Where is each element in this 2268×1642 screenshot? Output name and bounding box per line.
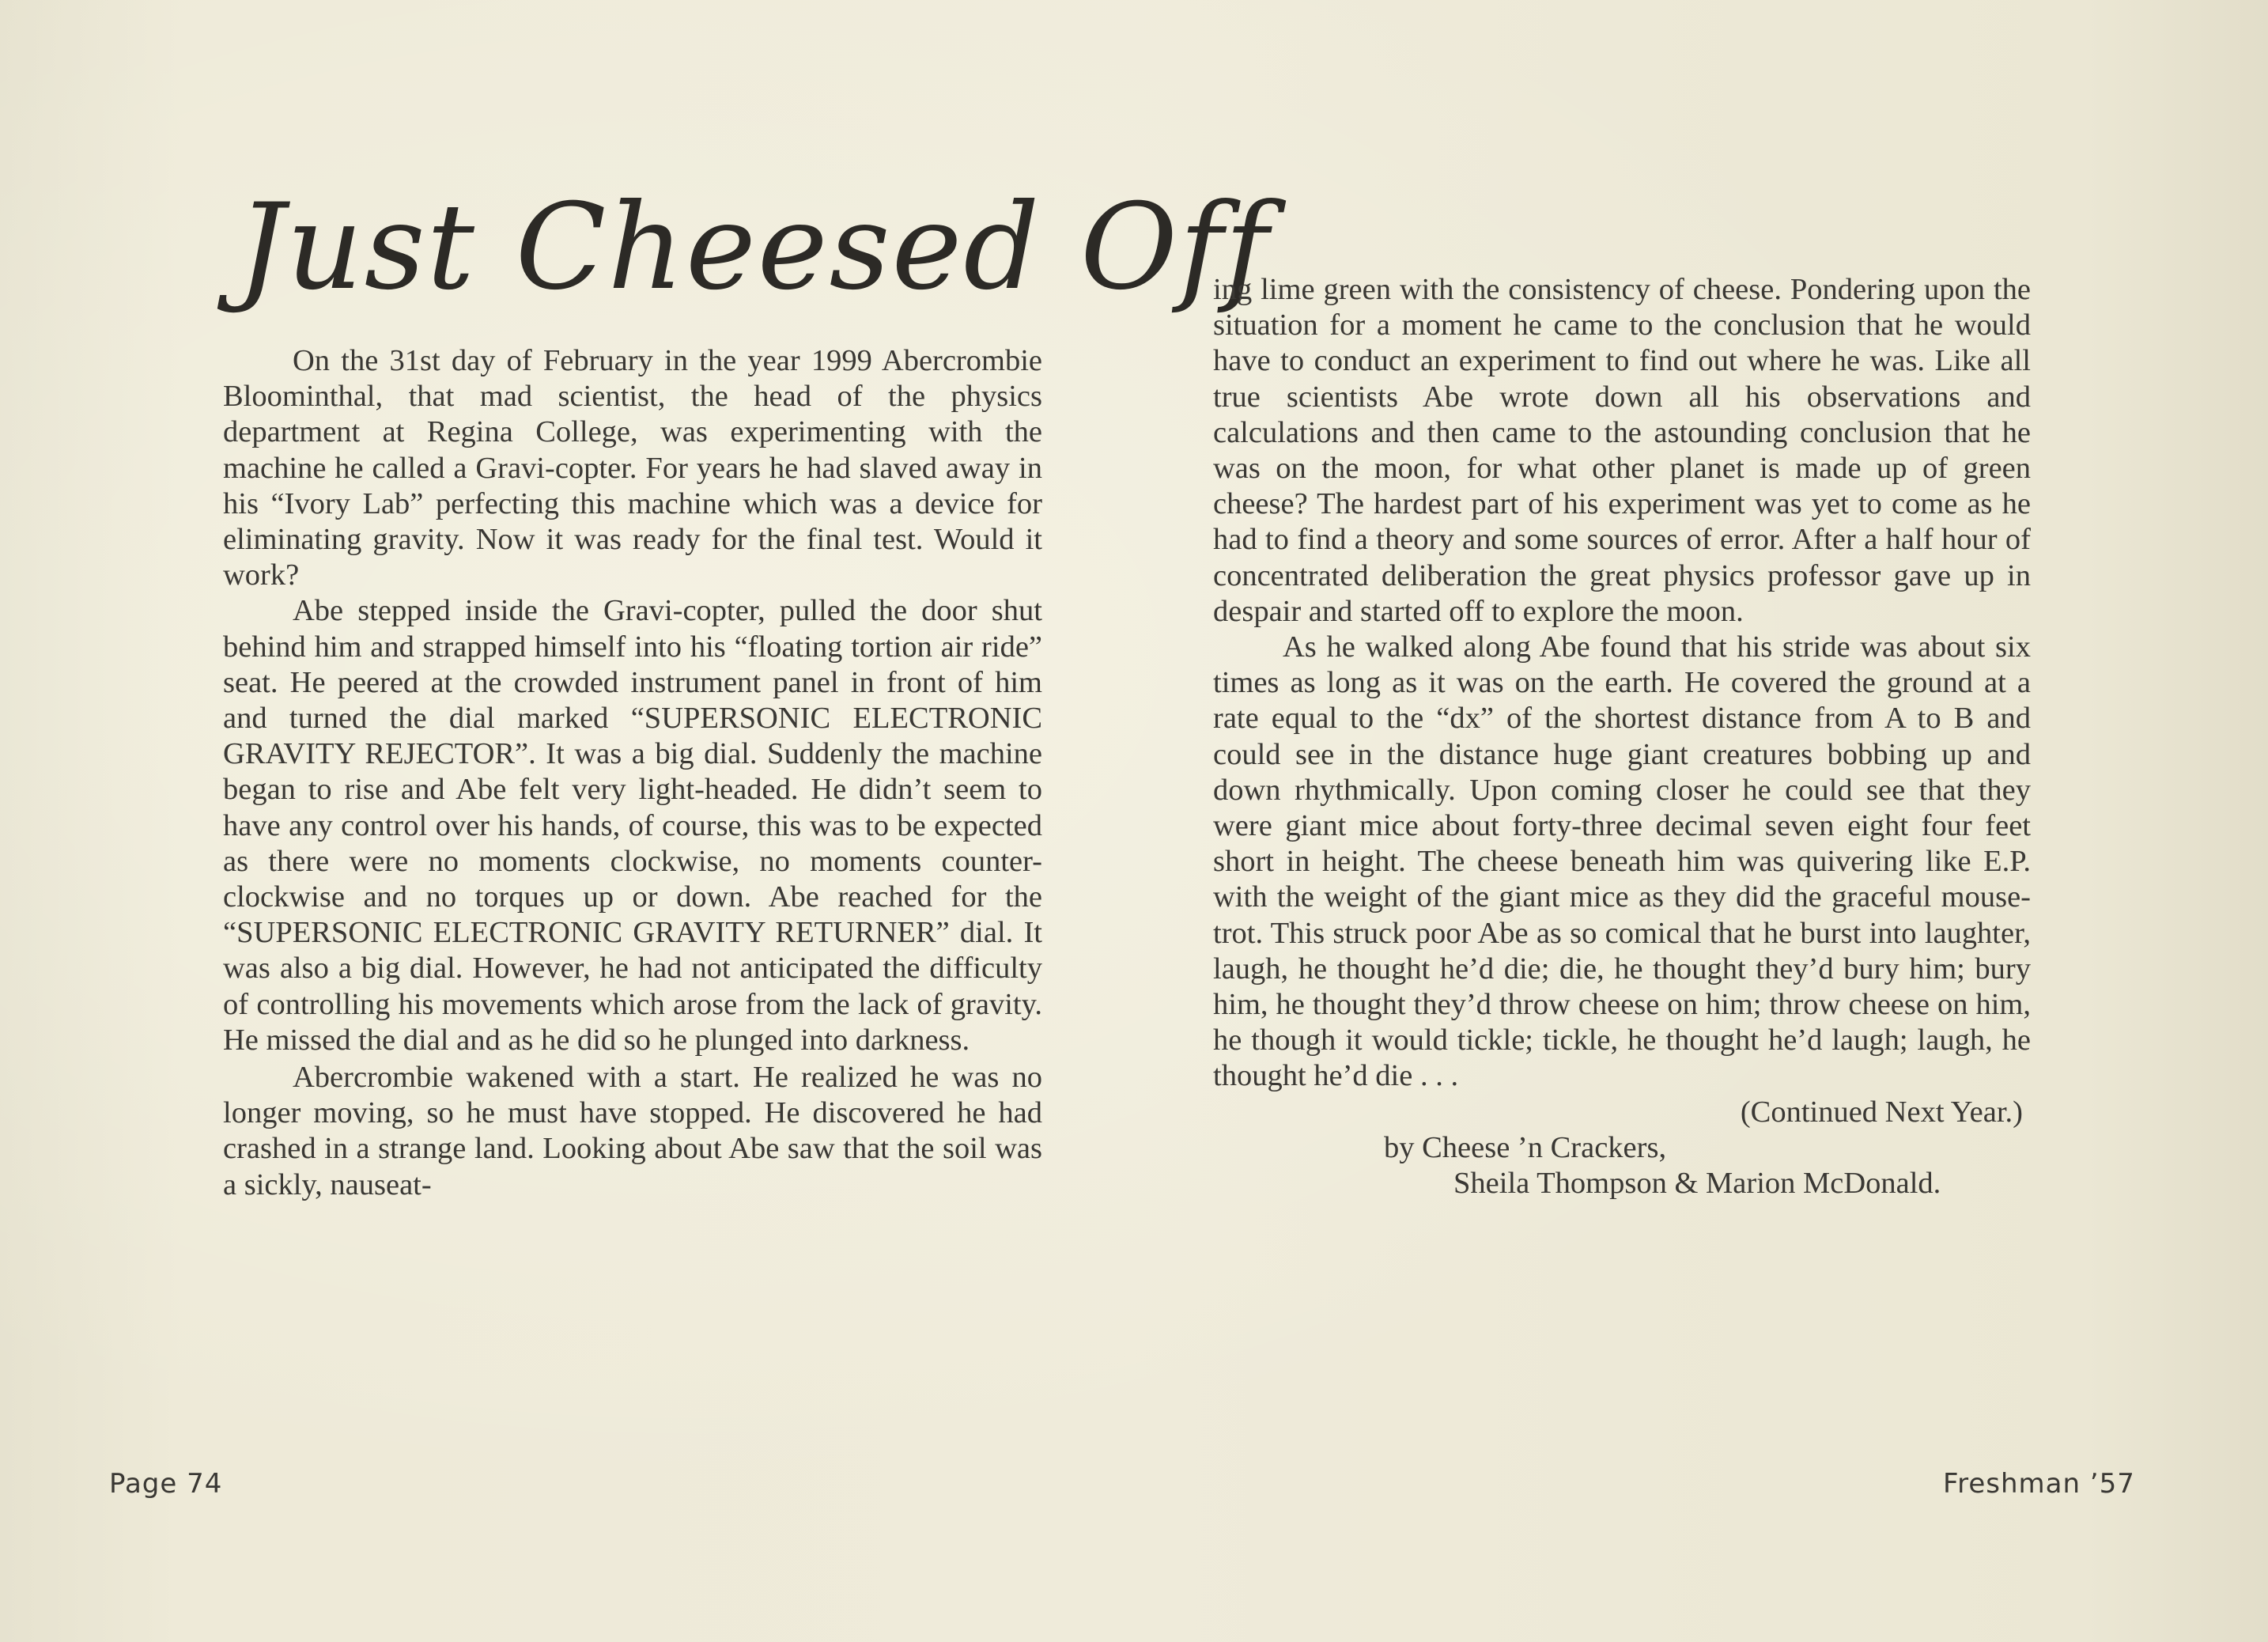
left-column xyxy=(223,343,1042,1203)
page-number: Page 74 xyxy=(109,1468,223,1500)
paragraph: Abe stepped inside the Gravi-copter, pulled the door shut behind him and strapped himself into his “floating tortion air ride” seat. He peered at the crowded instrument panel in front of him and turned the dial marked “SUPERSONIC ELECTRONIC GRAVITY REJECTOR”. It was a big dial. Suddenly the machine began to rise and Abe felt very light-headed. He didn’t seem to have any control over his hands, of course, this was to be expected as there were no moments clockwise, no moments counter-clockwise and no torques up or down. Abe reached for the “SUPERSONIC ELECTRONIC GRAVITY RETURNER” dial. It was also a big dial. However, he had not anticipated the difficulty of controlling his movements which arose from the lack of gravity. He missed the dial and as he did so he plunged into darkness. xyxy=(223,594,1042,1057)
author-names: Sheila Thompson & Marion McDonald. xyxy=(1453,1167,1941,1201)
continued-note: (Continued Next Year.) xyxy=(1740,1095,2023,1129)
paragraph: On the 31st day of February in the year 1999 Abercrombie Bloominthal, that mad scientist, the head of the physics department at Regina College, was experimenting with the machine he called a Gravi-copter. For years he had slaved away in his “Ivory Lab” perfecting this machine which was a device for eliminating gravity. Now it was ready for the final test. Would it work? xyxy=(223,344,1042,592)
paragraph: ing lime green with the consistency of cheese. Pondering upon the situation for a moment he came to the conclusion that he would have to conduct an experiment to find out where he was. Like all true scientists Abe wrote down all his observations and calculations and then came to the astounding conclusion that he was on the moon, for what other planet is made up of green cheese? The hardest part of his experiment was yet to come as he had to find a theory and some sources of error. After a half hour of concentrated deliberation the great physics professor gave up in despair and started off to explore the moon. xyxy=(1213,273,2031,628)
right-column xyxy=(1213,272,2031,1201)
publication-name: Freshman ’57 xyxy=(1943,1468,2135,1500)
article-title: Just Cheesed Off xyxy=(237,179,1271,316)
paragraph: Abercrombie wakened with a start. He realized he was no longer moving, so he must have stopped. He discovered he had crashed in a strange land. Looking about Abe saw that the soil was a sickly, nauseat- xyxy=(223,1061,1042,1201)
paragraph: As he walked along Abe found that his stride was about six times as long as it was on the earth. He covered the ground at a rate equal to the “dx” of the shortest distance from A to B and could see in the distance huge giant creatures bobbing up and down rhythmically. Upon coming closer he could see that they were giant mice about forty-three decimal seven eight four feet short in height. The cheese beneath him was quivering like E.P. with the weight of the giant mice as they did the graceful mouse-trot. This struck poor Abe as so comical that he burst into laughter, laugh, he thought he’d die; die, he thought they’d bury him; bury him, he thought they’d throw cheese on him; throw cheese on him, he though it would tickle; tickle, he thought he’d laugh; laugh, he thought he’d die . . . xyxy=(1213,630,2031,1093)
byline: by Cheese ’n Crackers, xyxy=(1384,1130,1667,1164)
